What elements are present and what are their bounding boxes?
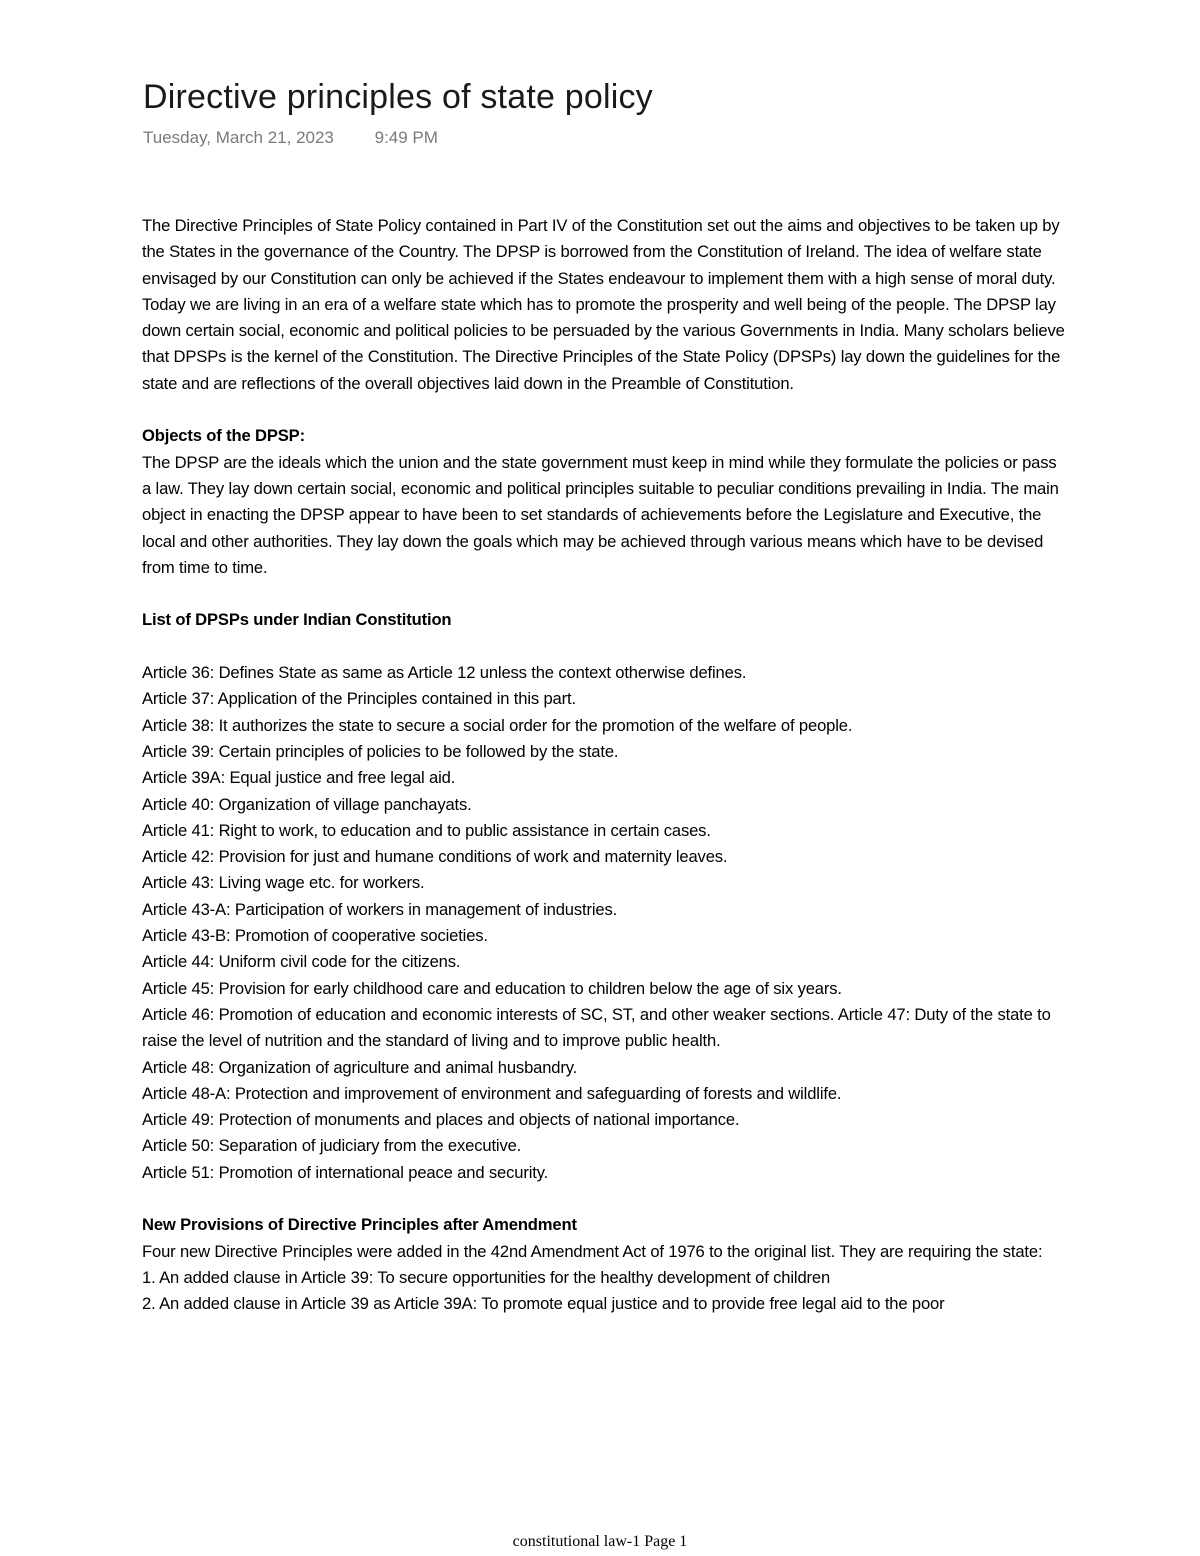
article-item: Article 48: Organization of agriculture and animal husbandry. [142,1057,578,1077]
amendment-heading: New Provisions of Directive Principles after Amendment [142,1215,577,1235]
note-content [142,213,1067,1317]
intro-paragraph: The Directive Principles of State Policy contained in Part IV of the Constitution set out the aims and objectives to be taken up by the States in the governance of the Country. The DPSP is borrowed from the Constitution of Ireland. The idea of welfare state envisaged by our Constitution can only be achieved if the States endeavour to implement them with a high sense of moral duty. Today we are living in an era of a welfare state which has to promote the prosperity and well being of the people. The DPSP lay down certain social, economic and political policies to be persuaded by the various Governments in India. Many scholars believe that DPSPs is the kernel of the Constitution. The Directive Principles of the State Policy (DPSPs) lay down the guidelines for the state and are reflections of the overall objectives laid down in the Preamble of Constitution. [142,216,1065,393]
article-item: Article 36: Defines State as same as Article 12 unless the context otherwise defines. [142,663,747,683]
article-item: Article 44: Uniform civil code for the citizens. [142,952,461,972]
article-item: Article 38: It authorizes the state to secure a social order for the promotion of the welfare of people. [142,715,853,735]
list-heading: List of DPSPs under Indian Constitution [142,610,452,630]
article-item: Article 41: Right to work, to education and to public assistance in certain cases. [142,820,711,840]
article-item: Article 45: Provision for early childhood care and education to children below the age of six years. [142,978,842,998]
amendment-paragraph: Four new Directive Principles were added in the 42nd Amendment Act of 1976 to the original list. They are requiring the state: [142,1241,1043,1261]
article-item: Article 37: Application of the Principles contained in this part. [142,689,576,709]
page-title: Directive principles of state policy [143,78,653,116]
article-item: Article 43: Living wage etc. for workers. [142,873,425,893]
article-item: Article 43-B: Promotion of cooperative societies. [142,926,488,946]
article-item: Article 40: Organization of village panchayats. [142,794,472,814]
objects-paragraph: The DPSP are the ideals which the union and the state government must keep in mind while they formulate the policies or pass a law. They lay down certain social, economic and political principles suitable to peculiar conditions prevailing in India. The main object in enacting the DPSP appear to have been to set standards of achievements before the Legislature and Executive, the local and other authorities. They lay down the goals which may be achieved through various means which have to be devised from time to time. [142,452,1059,577]
article-item: Article 49: Protection of monuments and places and objects of national importance. [142,1110,740,1130]
article-item: Article 42: Provision for just and humane conditions of work and maternity leaves. [142,847,728,867]
page-meta [143,127,438,149]
page-time: 9:49 PM [374,128,438,147]
article-item: Article 39: Certain principles of policies to be followed by the state. [142,741,619,761]
amendment-point: 2. An added clause in Article 39 as Article 39A: To promote equal justice and to provide free legal aid to the poor [142,1294,945,1314]
amendment-point: 1. An added clause in Article 39: To secure opportunities for the healthy development of children [142,1267,831,1287]
page-footer: constitutional law-1 Page 1 [512,1533,688,1550]
article-item: Article 48-A: Protection and improvement of environment and safeguarding of forests and wildlife. [142,1083,842,1103]
article-item: Article 43-A: Participation of workers in management of industries. [142,899,618,919]
article-item: Article 46: Promotion of education and economic interests of SC, ST, and other weaker sections. Article 47: Duty of the state to raise the level of nutrition and the standard of living and to improve public health. [142,1004,1051,1051]
page-date: Tuesday, March 21, 2023 [143,128,334,147]
article-item: Article 51: Promotion of international peace and security. [142,1162,549,1182]
objects-heading: Objects of the DPSP: [142,426,305,446]
article-item: Article 50: Separation of judiciary from the executive. [142,1136,522,1156]
article-item: Article 39A: Equal justice and free legal aid. [142,768,456,788]
